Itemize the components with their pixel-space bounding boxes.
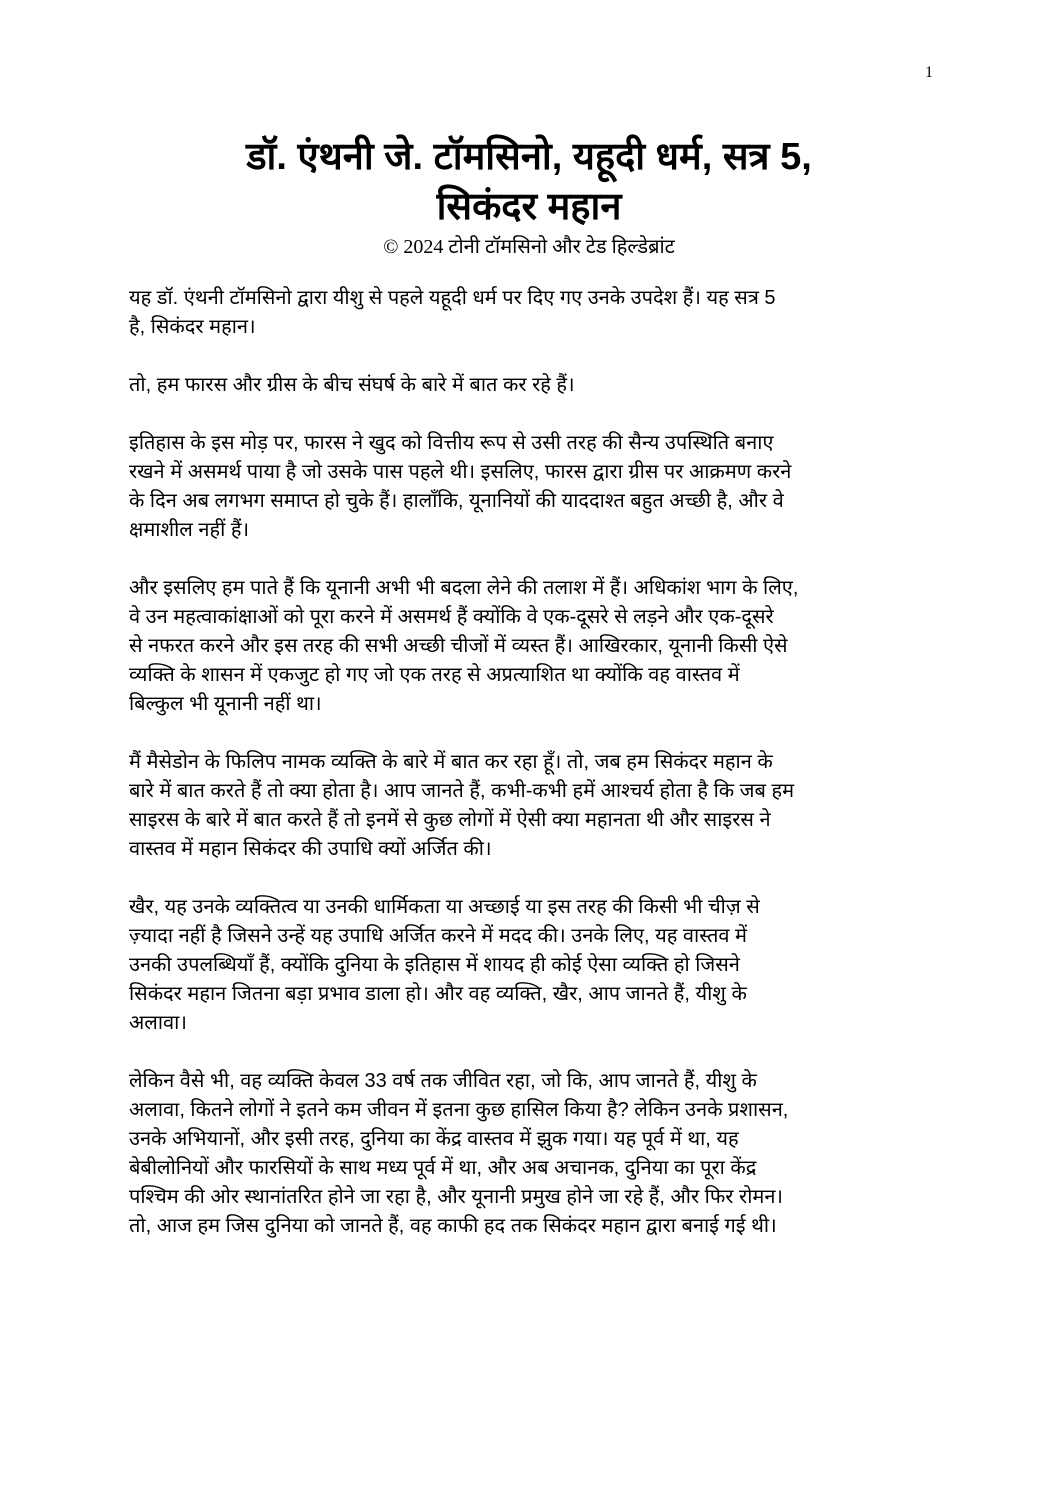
page-number: 1 (925, 64, 933, 81)
title-line: डॉ. एंथनी जे. टॉमसिनो, यहूदी धर्म, सत्र 5, (246, 136, 812, 178)
paragraph (129, 1067, 939, 1241)
text-line: इतिहास के इस मोड़ पर, फारस ने खुद को वित्तीय रूप से उसी तरह की सैन्य उपस्थिति बनाए (129, 432, 774, 454)
text-line: बारे में बात करते हैं तो क्या होता है। आप जानते हैं, कभी-कभी हमें आश्चर्य होता है कि जब हम (129, 780, 795, 802)
text-line: मैं मैसेडोन के फिलिप नामक व्यक्ति के बारे में बात कर रहा हूँ। तो, जब हम सिकंदर महान के (129, 751, 773, 773)
text-line: अलावा। (129, 1012, 187, 1034)
text-line: है, सिकंदर महान। (129, 316, 256, 338)
text-line: ज़्यादा नहीं है जिसने उन्हें यह उपाधि अर्जित करने में मदद की। उनके लिए, यह वास्तव में (129, 925, 748, 947)
text-line: क्षमाशील नहीं हैं। (129, 519, 250, 541)
text-line: लेकिन वैसे भी, वह व्यक्ति केवल 33 वर्ष तक जीवित रहा, जो कि, आप जानते हैं, यीशु के (129, 1070, 757, 1092)
text-line: तो, हम फारस और ग्रीस के बीच संघर्ष के बारे में बात कर रहे हैं। (129, 374, 575, 396)
text-line: से नफरत करने और इस तरह की सभी अच्छी चीजों में व्यस्त हैं। आखिरकार, यूनानी किसी ऐसे (129, 635, 788, 657)
text-line: वे उन महत्वाकांक्षाओं को पूरा करने में असमर्थ हैं क्योंकि वे एक-दूसरे से लड़ने और एक-दूसरे (129, 606, 774, 628)
text-line: तो, आज हम जिस दुनिया को जानते हैं, वह काफी हद तक सिकंदर महान द्वारा बनाई गई थी। (129, 1215, 777, 1237)
text-line: उनकी उपलब्धियाँ हैं, क्योंकि दुनिया के इतिहास में शायद ही कोई ऐसा व्यक्ति हो जिसने (129, 954, 740, 976)
text-line: और इसलिए हम पाते हैं कि यूनानी अभी भी बदला लेने की तलाश में हैं। अधिकांश भाग के लिए, (129, 577, 799, 599)
paragraph (129, 371, 939, 400)
copyright-notice: © 2024 टोनी टॉमसिनो और टेड हिल्डेब्रांट (383, 236, 675, 258)
text-line: वास्तव में महान सिकंदर की उपाधि क्यों अर्जित की। (129, 838, 492, 860)
text-line: बिल्कुल भी यूनानी नहीं था। (129, 693, 322, 715)
paragraph (129, 574, 939, 719)
text-line: सिकंदर महान जितना बड़ा प्रभाव डाला हो। और वह व्यक्ति, खैर, आप जानते हैं, यीशु के (129, 983, 747, 1005)
text-line: खैर, यह उनके व्यक्तित्व या उनकी धार्मिकता या अच्छाई या इस तरह की किसी भी चीज़ से (129, 896, 760, 918)
paragraph (129, 284, 939, 342)
text-line: अलावा, कितने लोगों ने इतने कम जीवन में इतना कुछ हासिल किया है? लेकिन उनके प्रशासन, (129, 1099, 789, 1121)
document-body (129, 284, 939, 1270)
text-line: के दिन अब लगभग समाप्त हो चुके हैं। हालाँकि, यूनानियों की याददाश्त बहुत अच्छी है, और वे (129, 490, 784, 512)
text-line: रखने में असमर्थ पाया है जो उसके पास पहले थी। इसलिए, फारस द्वारा ग्रीस पर आक्रमण करने (129, 461, 792, 483)
text-line: साइरस के बारे में बात करते हैं तो इनमें से कुछ लोगों में ऐसी क्या महानता थी और साइरस ने (129, 809, 771, 831)
document-title (0, 132, 1058, 232)
text-line: यह डॉ. एंथनी टॉमसिनो द्वारा यीशु से पहले यहूदी धर्म पर दिए गए उनके उपदेश हैं। यह सत्र 5 (129, 287, 776, 309)
text-line: बेबीलोनियों और फारसियों के साथ मध्य पूर्व में था, और अब अचानक, दुनिया का पूरा केंद्र (129, 1157, 757, 1179)
text-line: व्यक्ति के शासन में एकजुट हो गए जो एक तरह से अप्रत्याशित था क्योंकि वह वास्तव में (129, 664, 740, 686)
text-line: पश्चिम की ओर स्थानांतरित होने जा रहा है, और यूनानी प्रमुख होने जा रहे हैं, और फिर रोमन। (129, 1186, 784, 1208)
paragraph (129, 893, 939, 1038)
text-line: उनके अभियानों, और इसी तरह, दुनिया का केंद्र वास्तव में झुक गया। यह पूर्व में था, यह (129, 1128, 739, 1150)
paragraph (129, 748, 939, 864)
title-line: सिकंदर महान (436, 186, 622, 228)
paragraph (129, 429, 939, 545)
